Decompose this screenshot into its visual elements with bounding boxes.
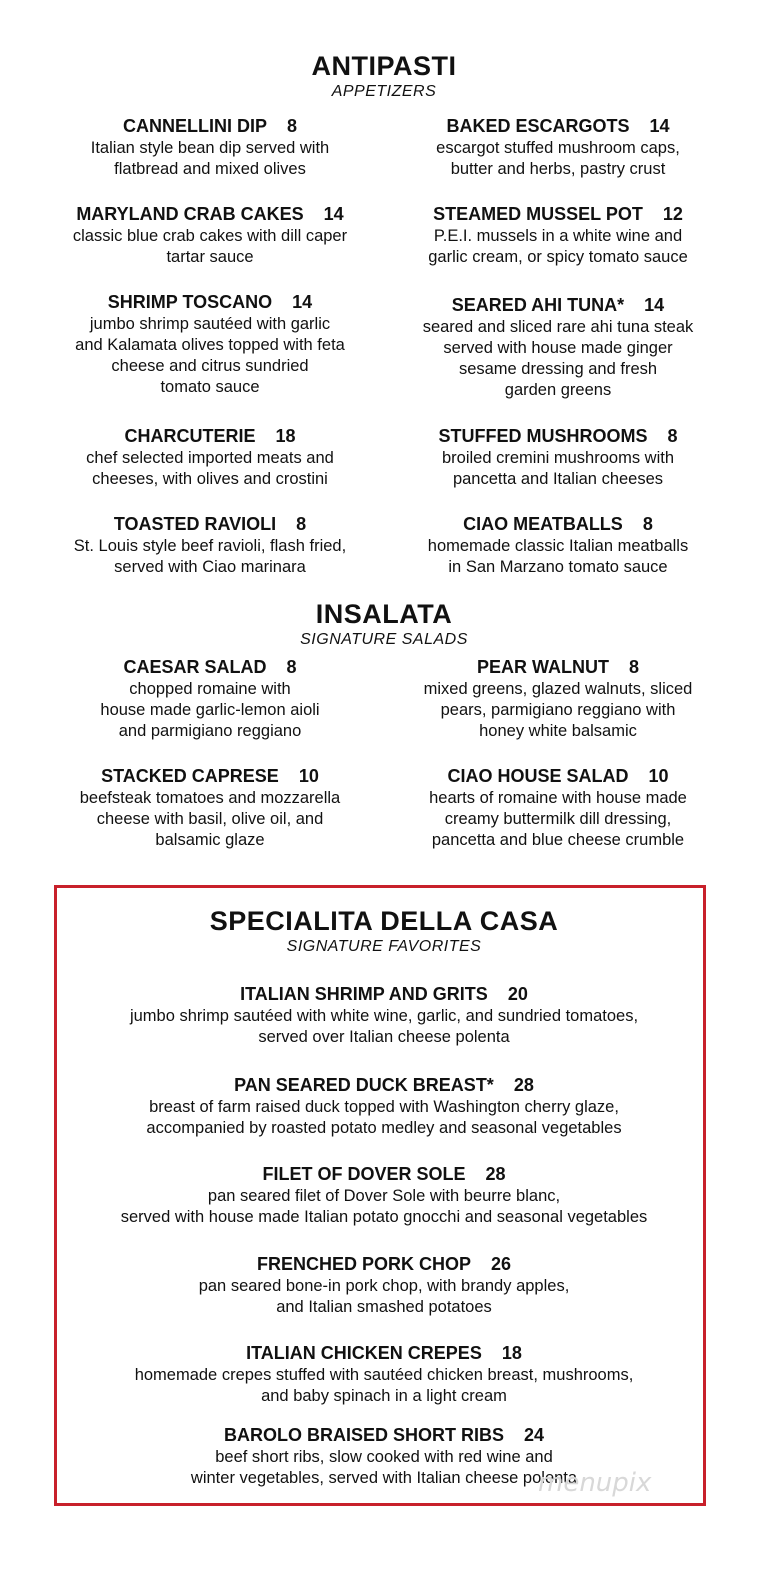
item-price: 28	[485, 1164, 506, 1184]
item-price: 12	[662, 204, 683, 224]
item-price: 14	[323, 204, 344, 224]
item-description	[388, 536, 728, 578]
menu-item	[40, 513, 380, 578]
description-line: tomato sauce	[160, 378, 260, 396]
item-name: STEAMED MUSSEL POT	[433, 204, 643, 224]
description-line: chef selected imported meats and	[86, 449, 334, 467]
item-name-row	[388, 294, 728, 316]
item-name-row	[40, 765, 380, 787]
item-description	[70, 1365, 698, 1407]
item-name-row	[40, 513, 380, 535]
menu-item	[70, 1253, 698, 1318]
description-line: sesame dressing and fresh	[458, 360, 658, 378]
item-price: 14	[292, 292, 313, 312]
item-name: PEAR WALNUT	[476, 657, 609, 677]
item-name: CIAO HOUSE SALAD	[447, 766, 629, 786]
item-description	[40, 788, 380, 851]
item-name: ITALIAN SHRIMP AND GRITS	[240, 984, 488, 1004]
specialita-title: SPECIALITA DELLA CASA	[209, 906, 559, 936]
item-description	[40, 226, 380, 268]
menu-item	[388, 203, 728, 268]
menu-item	[40, 765, 380, 851]
description-line: in San Marzano tomato sauce	[448, 558, 668, 576]
item-name-row	[388, 203, 728, 225]
description-line: jumbo shrimp sautéed with garlic	[89, 315, 331, 333]
item-name: CANNELLINI DIP	[122, 116, 267, 136]
description-line: classic blue crab cakes with dill caper	[72, 227, 348, 245]
description-line: and baby spinach in a light cream	[261, 1387, 507, 1405]
item-name-row	[388, 115, 728, 137]
item-description	[388, 317, 728, 401]
description-line: Italian style bean dip served with	[90, 139, 330, 157]
description-line: pan seared bone-in pork chop, with brandy apples,	[198, 1277, 570, 1295]
item-name-row	[70, 1342, 698, 1364]
description-line: breast of farm raised duck topped with Washington cherry glaze,	[149, 1098, 619, 1116]
item-name-row	[388, 513, 728, 535]
item-name: SEARED AHI TUNA*	[451, 295, 625, 315]
menu-item	[40, 425, 380, 490]
item-name-row	[40, 656, 380, 678]
description-line: broiled cremini mushrooms with	[442, 449, 674, 467]
item-name-row	[70, 1424, 698, 1446]
menu-item	[70, 983, 698, 1048]
description-line: cheeses, with olives and crostini	[92, 470, 328, 488]
description-line: beefsteak tomatoes and mozzarella	[79, 789, 341, 807]
item-name: ITALIAN CHICKEN CREPES	[246, 1343, 482, 1363]
antipasti-title: ANTIPASTI	[311, 51, 457, 81]
menu-item	[70, 1342, 698, 1407]
item-price: 10	[298, 766, 319, 786]
item-name: PAN SEARED DUCK BREAST*	[234, 1075, 494, 1095]
description-line: mixed greens, glazed walnuts, sliced	[423, 680, 693, 698]
item-description	[388, 138, 728, 180]
description-line: cheese and citrus sundried	[111, 357, 309, 375]
item-price: 8	[642, 514, 653, 534]
description-line: honey white balsamic	[479, 722, 637, 740]
description-line: accompanied by roasted potato medley and seasonal vegetables	[146, 1119, 622, 1137]
description-line: butter and herbs, pastry crust	[450, 160, 666, 178]
item-name: BAKED ESCARGOTS	[446, 116, 630, 136]
item-price: 20	[507, 984, 528, 1004]
item-price: 14	[644, 295, 665, 315]
description-line: beef short ribs, slow cooked with red wine and	[215, 1448, 553, 1466]
menu-item	[388, 656, 728, 742]
description-line: flatbread and mixed olives	[114, 160, 306, 178]
menu-item	[40, 115, 380, 180]
item-description	[388, 448, 728, 490]
item-name-row	[388, 425, 728, 447]
item-name-row	[388, 656, 728, 678]
item-price: 26	[490, 1254, 512, 1274]
item-name: CAESAR SALAD	[123, 657, 267, 677]
description-line: escargot stuffed mushroom caps,	[436, 139, 680, 157]
item-name-row	[70, 1074, 698, 1096]
description-line: house made garlic-lemon aioli	[100, 701, 320, 719]
item-name-row	[388, 765, 728, 787]
item-name: CHARCUTERIE	[124, 426, 256, 446]
item-description	[40, 679, 380, 742]
item-price: 24	[523, 1425, 545, 1445]
item-price: 28	[513, 1075, 534, 1095]
item-name: FRENCHED PORK CHOP	[256, 1254, 471, 1274]
menu-item	[40, 656, 380, 742]
insalata-subtitle: SIGNATURE SALADS	[300, 631, 468, 648]
antipasti-subtitle: APPETIZERS	[331, 83, 437, 100]
description-line: chopped romaine with	[129, 680, 291, 698]
item-description	[388, 679, 728, 742]
description-line: pan seared filet of Dover Sole with beurre blanc,	[207, 1187, 561, 1205]
description-line: and parmigiano reggiano	[118, 722, 302, 740]
menu-item	[40, 291, 380, 398]
item-price: 10	[648, 766, 669, 786]
item-description	[388, 226, 728, 268]
description-line: creamy buttermilk dill dressing,	[444, 810, 672, 828]
description-line: seared and sliced rare ahi tuna steak	[422, 318, 694, 336]
item-name-row	[40, 203, 380, 225]
description-line: and Kalamata olives topped with feta	[75, 336, 345, 354]
description-line: garlic cream, or spicy tomato sauce	[428, 248, 688, 266]
description-line: pears, parmigiano reggiano with	[440, 701, 676, 719]
description-line: winter vegetables, served with Italian cheese polenta	[190, 1469, 578, 1487]
menu-item	[388, 115, 728, 180]
item-description	[70, 1186, 698, 1228]
description-line: tartar sauce	[166, 248, 254, 266]
item-name: STUFFED MUSHROOMS	[438, 426, 648, 446]
item-name-row	[40, 115, 380, 137]
item-description	[70, 1006, 698, 1048]
description-line: P.E.I. mussels in a white wine and	[433, 227, 683, 245]
item-description	[388, 788, 728, 851]
item-price: 14	[649, 116, 670, 136]
description-line: jumbo shrimp sautéed with white wine, garlic, and sundried tomatoes,	[129, 1007, 639, 1025]
item-name: MARYLAND CRAB CAKES	[76, 204, 304, 224]
item-description	[70, 1276, 698, 1318]
item-name: FILET OF DOVER SOLE	[262, 1164, 466, 1184]
menu-item	[388, 513, 728, 578]
menu-item	[40, 203, 380, 268]
item-name: BAROLO BRAISED SHORT RIBS	[223, 1425, 504, 1445]
menu-item	[388, 294, 728, 401]
description-line: served over Italian cheese polenta	[258, 1028, 510, 1046]
item-name: SHRIMP TOSCANO	[107, 292, 273, 312]
specialita-subtitle: SIGNATURE FAVORITES	[286, 938, 482, 955]
item-description	[40, 314, 380, 398]
description-line: pancetta and Italian cheeses	[452, 470, 664, 488]
description-line: hearts of romaine with house made	[429, 789, 687, 807]
menu-item	[70, 1074, 698, 1139]
description-line: balsamic glaze	[155, 831, 265, 849]
item-price: 8	[286, 657, 297, 677]
item-name-row	[70, 1253, 698, 1275]
description-line: homemade crepes stuffed with sautéed chicken breast, mushrooms,	[134, 1366, 634, 1384]
description-line: served with house made ginger	[443, 339, 673, 357]
description-line: and Italian smashed potatoes	[276, 1298, 492, 1316]
description-line: pancetta and blue cheese crumble	[431, 831, 685, 849]
description-line: served with Ciao marinara	[114, 558, 306, 576]
menu-item	[388, 765, 728, 851]
item-name: TOASTED RAVIOLI	[113, 514, 277, 534]
description-line: served with house made Italian potato gnocchi and seasonal vegetables	[120, 1208, 648, 1226]
watermark: menupix	[538, 1468, 652, 1498]
item-price: 8	[296, 514, 307, 534]
item-description	[40, 448, 380, 490]
item-price: 8	[628, 657, 639, 677]
description-line: St. Louis style beef ravioli, flash fried,	[73, 537, 347, 555]
item-name-row	[70, 1163, 698, 1185]
item-price: 8	[667, 426, 678, 446]
item-price: 18	[501, 1343, 522, 1363]
insalata-title: INSALATA	[315, 599, 453, 629]
item-price: 8	[286, 116, 297, 136]
menu-item	[70, 1163, 698, 1228]
item-price: 18	[275, 426, 296, 446]
item-description	[70, 1097, 698, 1139]
menu-item	[388, 425, 728, 490]
item-name-row	[70, 983, 698, 1005]
item-name-row	[40, 291, 380, 313]
item-name: STACKED CAPRESE	[101, 766, 279, 786]
description-line: cheese with basil, olive oil, and	[96, 810, 324, 828]
description-line: garden greens	[504, 381, 612, 399]
description-line: homemade classic Italian meatballs	[427, 537, 689, 555]
item-name: CIAO MEATBALLS	[463, 514, 623, 534]
item-name-row	[40, 425, 380, 447]
item-description	[40, 536, 380, 578]
item-description	[40, 138, 380, 180]
